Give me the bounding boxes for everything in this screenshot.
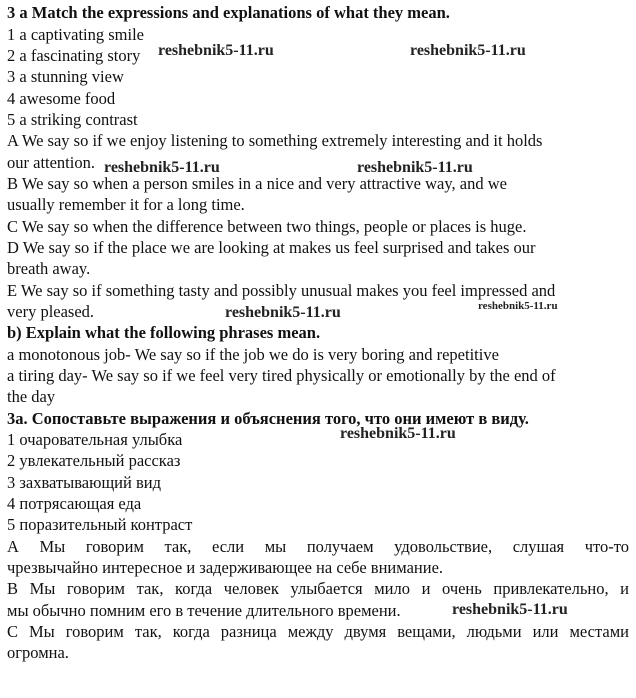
explanation-line-ru: А Мы говорим так, если мы получаем удовольствие, слушая что-то <box>7 537 629 556</box>
explanation-line-ru: В Мы говорим так, когда человек улыбается мило и очень привлекательно, и <box>7 579 629 598</box>
expression-item-ru: 2 увлекательный рассказ <box>7 451 181 470</box>
part-b-line: a tiring day- We say so if we feel very tired physically or emotionally by the end of <box>7 366 556 385</box>
expression-item: 5 a striking contrast <box>7 110 138 129</box>
expression-item-ru: 5 поразительный контраст <box>7 515 193 534</box>
watermark: reshebnik5-11.ru <box>452 601 568 618</box>
expression-item-ru: 3 захватывающий вид <box>7 473 161 492</box>
part-b-heading: b) Explain what the following phrases mean. <box>7 323 321 342</box>
expression-item: 1 a captivating smile <box>7 25 145 44</box>
watermark: reshebnik5-11.ru <box>410 42 526 59</box>
expression-item: 2 a fascinating story <box>7 46 141 65</box>
expression-item-ru: 4 потрясающая еда <box>7 494 142 513</box>
explanation-line: usually remember it for a long time. <box>7 195 245 214</box>
exercise-heading-ru: 3а. Сопоставьте выражения и объяснения того, что они имеют в виду. <box>7 409 529 428</box>
watermark: reshebnik5-11.ru <box>340 425 456 442</box>
watermark: reshebnik5-11.ru <box>478 300 558 312</box>
explanation-line: E We say so if something tasty and possibly unusual makes you feel impressed and <box>7 281 556 300</box>
explanation-line: our attention. <box>7 153 95 172</box>
exercise-heading-en: 3 a Match the expressions and explanations of what they mean. <box>7 3 450 22</box>
watermark: reshebnik5-11.ru <box>357 159 473 176</box>
explanation-line-ru: мы обычно помним его в течение длительного времени. <box>7 601 401 620</box>
explanation-line: B We say so when a person smiles in a nice and very attractive way, and we <box>7 174 507 193</box>
expression-item-ru: 1 очаровательная улыбка <box>7 430 183 449</box>
watermark: reshebnik5-11.ru <box>158 42 274 59</box>
explanation-line-ru: огромна. <box>7 643 69 662</box>
watermark: reshebnik5-11.ru <box>225 304 341 321</box>
explanation-line: D We say so if the place we are looking at makes us feel surprised and takes our <box>7 238 536 257</box>
part-b-line: a monotonous job- We say so if the job we do is very boring and repetitive <box>7 345 499 364</box>
explanation-line: very pleased. <box>7 302 95 321</box>
explanation-line-ru: С Мы говорим так, когда разница между двумя вещами, людьми или местами <box>7 622 629 641</box>
explanation-line: C We say so when the difference between two things, people or places is huge. <box>7 217 527 236</box>
explanation-line: A We say so if we enjoy listening to something extremely interesting and it holds <box>7 131 543 150</box>
expression-item: 3 a stunning view <box>7 67 124 86</box>
expression-item: 4 awesome food <box>7 89 116 108</box>
part-b-line: the day <box>7 387 56 406</box>
watermark: reshebnik5-11.ru <box>104 159 220 176</box>
explanation-line-ru: чрезвычайно интересное и задерживающее на себе внимание. <box>7 558 444 577</box>
explanation-line: breath away. <box>7 259 91 278</box>
